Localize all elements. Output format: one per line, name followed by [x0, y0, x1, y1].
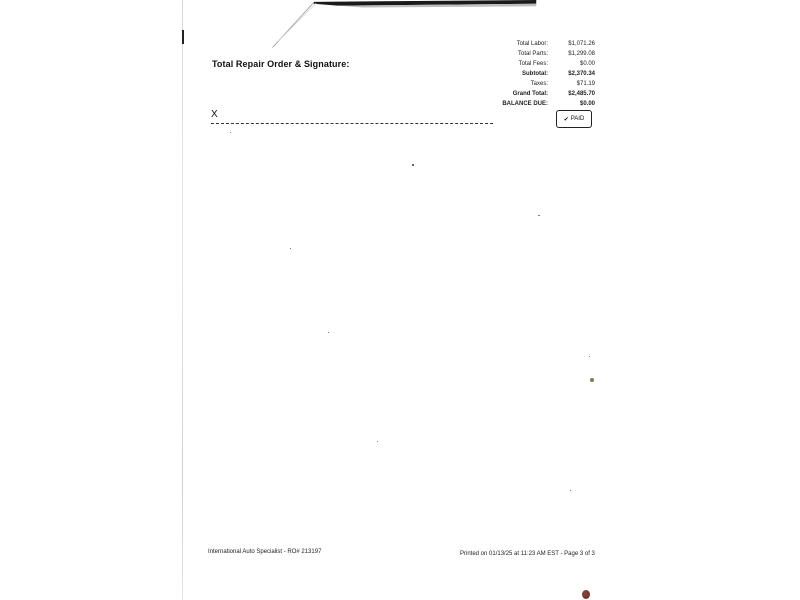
scan-speck — [230, 132, 231, 133]
scan-speck — [570, 490, 571, 491]
totals-row-grand-total — [470, 89, 595, 99]
scan-speck — [377, 441, 378, 442]
scan-speck — [590, 378, 594, 382]
totals-label: BALANCE DUE: — [502, 101, 548, 107]
scan-edge — [182, 0, 183, 600]
totals-row-parts — [470, 49, 595, 59]
totals-row-fees — [470, 59, 595, 69]
totals-row-balance-due — [470, 99, 595, 109]
scan-speck — [538, 215, 540, 216]
scan-speck — [412, 164, 414, 166]
totals-value: $1,299.08 — [568, 51, 595, 57]
totals-row-taxes — [470, 79, 595, 89]
scan-corner-fold — [0, 0, 800, 50]
footer-printed-page: Printed on 01/13/25 at 11:23 AM EST - Page 3 of 3 — [460, 551, 595, 557]
totals-value: $2,370.34 — [568, 71, 595, 77]
totals-value: $1,071.26 — [568, 41, 595, 47]
totals-label: Grand Total: — [512, 91, 548, 97]
paid-status-box — [556, 110, 592, 128]
totals-table — [470, 39, 595, 109]
signature-x-mark: X — [211, 109, 218, 120]
scan-speck — [290, 248, 291, 249]
scan-speck — [328, 332, 329, 333]
totals-value: $0.00 — [579, 61, 595, 67]
totals-row-subtotal — [470, 69, 595, 79]
checkmark-icon: ✔ — [563, 116, 569, 123]
totals-label: Total Labor: — [516, 41, 548, 47]
totals-label: Total Parts: — [517, 51, 548, 57]
repair-order-title: Total Repair Order & Signature: — [212, 59, 350, 69]
totals-label: Taxes: — [530, 81, 548, 87]
totals-label: Subtotal: — [522, 71, 548, 77]
signature-line — [211, 123, 493, 124]
totals-label: Total Fees: — [518, 61, 548, 67]
footer-shop-ro: International Auto Specialist - RO# 213197 — [208, 549, 322, 555]
totals-value: $71.19 — [576, 81, 595, 87]
totals-value: $2,485.70 — [568, 91, 595, 97]
scan-speck — [589, 356, 590, 357]
paid-status-label: PAID — [570, 116, 585, 122]
totals-value: $0.00 — [579, 101, 595, 107]
scan-stain — [582, 590, 590, 599]
totals-row-labor — [470, 39, 595, 49]
